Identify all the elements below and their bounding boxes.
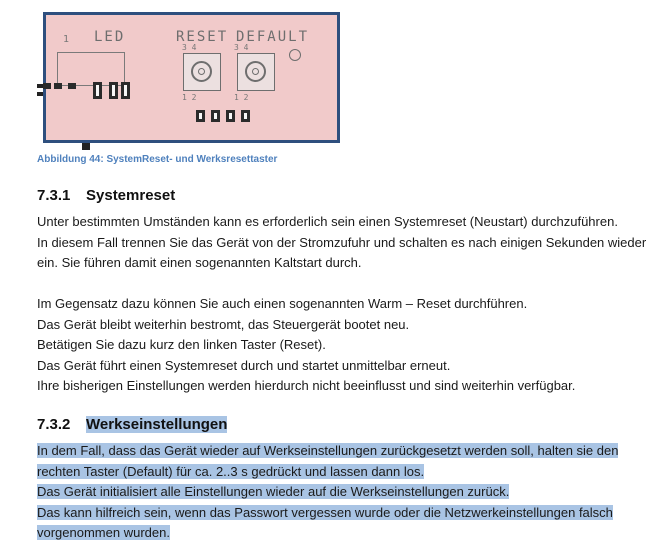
text-line: Das Gerät bleibt weiterhin bestromt, das Steuergerät bootet neu.: [37, 316, 410, 332]
text-line: In diesem Fall trennen Sie das Gerät von der Stromzufuhr und schalten es nach einigen Sekunden wieder: [37, 234, 647, 250]
section-heading-werkseinstellungen: [37, 416, 227, 433]
pin-mark: 3 4: [234, 43, 249, 52]
smd-pad: [54, 83, 62, 89]
reset-label: RESET: [176, 29, 229, 45]
led-label: LED: [94, 29, 126, 45]
led-pad: [121, 82, 130, 99]
section-heading-systemreset: [37, 187, 175, 204]
text-line: vorgenommen wurden.: [37, 525, 170, 541]
text-line: Das Gerät initialisiert alle Einstellungen wieder auf die Werkseinstellungen zurück.: [37, 484, 510, 500]
section-number: 7.3.2: [37, 416, 71, 433]
text-line: Das kann hilfreich sein, wenn das Passwort vergessen wurde oder die Netzwerkeinstellungen falsch: [37, 504, 613, 520]
text-line: Betätigen Sie dazu kurz den linken Taster (Reset).: [37, 337, 326, 353]
board-figure: [0, 0, 659, 155]
pin-one-label: 1: [63, 34, 70, 45]
circuit-board: [43, 12, 340, 143]
smd-pad: [68, 83, 76, 89]
text-line: Im Gegensatz dazu können Sie auch einen sogenannten Warm – Reset durchführen.: [37, 296, 528, 311]
smd-pad: [211, 110, 220, 122]
default-label: DEFAULT: [236, 29, 310, 45]
paragraph-highlighted: [37, 441, 618, 544]
smd-pad: [226, 110, 235, 122]
section-number: 7.3.1: [37, 187, 71, 204]
text-line: rechten Taster (Default) für ca. 2..3 s gedrückt und lassen dann los.: [37, 463, 425, 479]
paragraph: [37, 294, 575, 397]
section-title: Systemreset: [86, 187, 176, 204]
smd-pad: [196, 110, 205, 122]
section-title: Werkseinstellungen: [86, 416, 228, 433]
smd-pad: [43, 83, 51, 89]
pin-mark: 3 4: [182, 43, 197, 52]
text-line: Das Gerät führt einen Systemreset durch und startet unmittelbar erneut.: [37, 357, 451, 373]
smd-pad: [241, 110, 250, 122]
text-line: In dem Fall, dass das Gerät wieder auf Werkseinstellungen zurückgesetzt werden soll, halten sie den: [37, 443, 619, 458]
led-pad: [93, 82, 102, 99]
paragraph: [37, 212, 646, 274]
led-bar-outline: [57, 52, 125, 86]
pin-mark: 1 2: [182, 93, 197, 102]
figure-caption: Abbildung 44: SystemReset- und Werksresettaster: [37, 154, 278, 165]
reset-button-icon: [183, 53, 221, 91]
mounting-hole-icon: [289, 49, 301, 61]
default-button-icon: [237, 53, 275, 91]
text-line: Ihre bisherigen Einstellungen werden hierdurch nicht beeinflusst und sind weiterhin verfügbar.: [37, 378, 576, 394]
led-pad: [109, 82, 118, 99]
text-line: Unter bestimmten Umständen kann es erforderlich sein einen Systemreset (Neustart) durchzuführen.: [37, 214, 618, 229]
text-line: ein. Sie führen damit einen sogenannten Kaltstart durch.: [37, 255, 362, 271]
pin-mark: 1 2: [234, 93, 249, 102]
